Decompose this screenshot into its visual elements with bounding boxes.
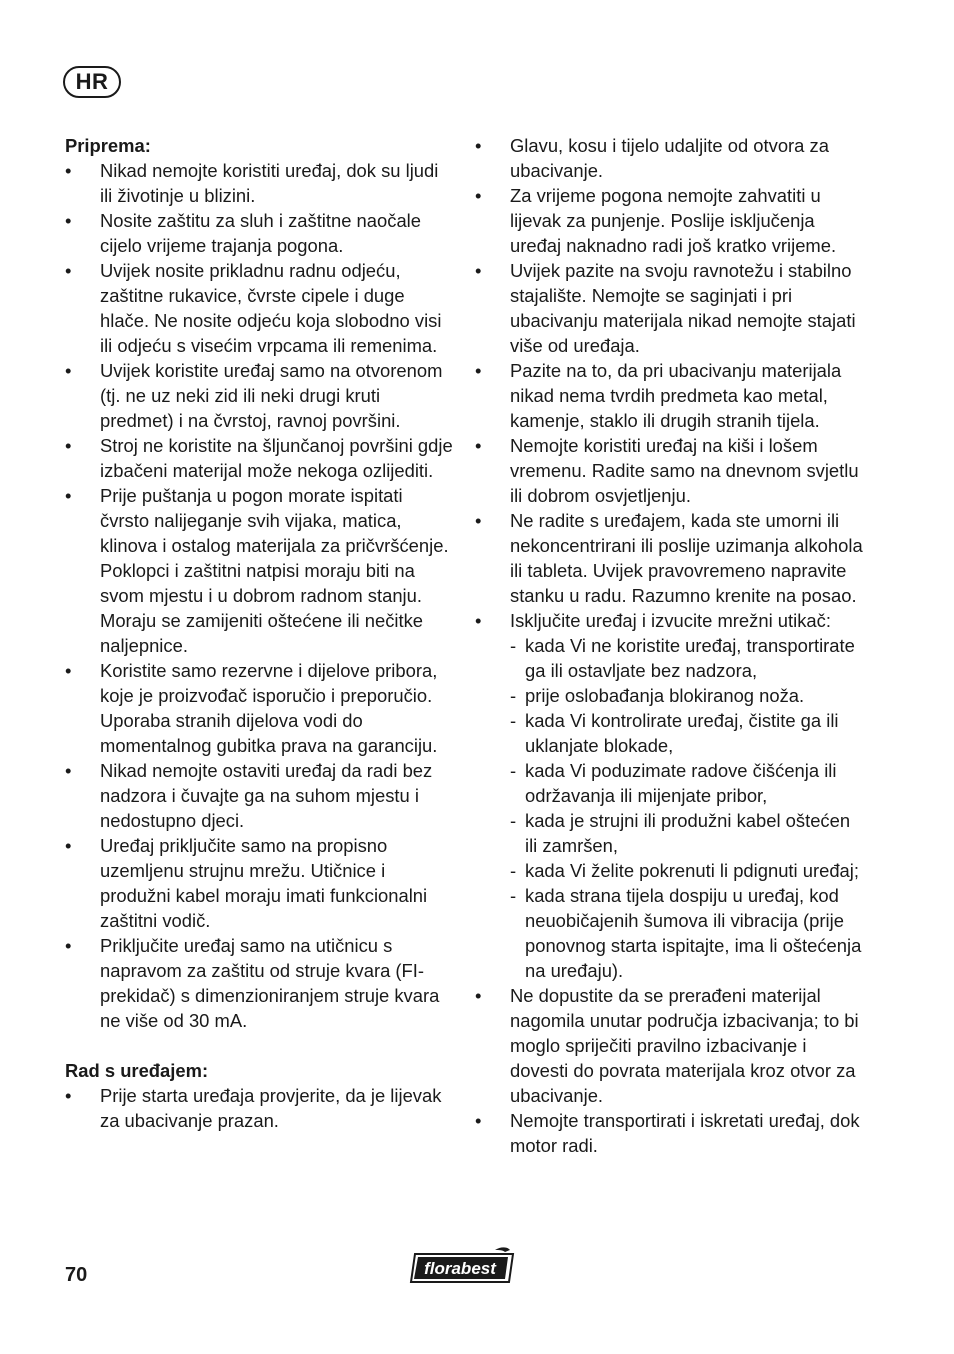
list-item: • Uvijek nosite prikladnu radnu odjeću, zaštitne rukavice, čvrste cipele i duge hlače. Ne nosite odjeću koja slobodno visi ili odjeću s visećim vrpcama ili remenima. (65, 258, 453, 358)
section-title-operation: Rad s uređajem: (65, 1060, 209, 1081)
list-item: • Nikad nemojte koristiti uređaj, dok su ljudi ili životinje u blizini. (65, 158, 453, 208)
operation-list (65, 1083, 453, 1133)
list-item: • Stroj ne koristite na šljunčanoj površini gdje izbačeni materijal može nekoga ozlijediti. (65, 433, 453, 483)
page-number: 70 (65, 1264, 88, 1286)
left-column (65, 133, 453, 1133)
list-item: • Uvijek pazite na svoju ravnotežu i stabilno stajalište. Nemojte se saginjati i pri ubacivanju materijala nikad nemojte stajati više od uređaja. (475, 258, 865, 358)
brand-logo-text: florabest (424, 1259, 496, 1278)
sub-list-item: - kada Vi kontrolirate uređaj, čistite ga ili uklanjate blokade, (510, 708, 865, 758)
list-item: • Koristite samo rezervne i dijelove pribora, koje je proizvođač isporučio i preporučio. Uporaba stranih dijelova vodi do momentalnog gubitka prava na garanciju. (65, 658, 453, 758)
sub-list-item: - kada Vi poduzimate radove čišćenja ili održavanja ili mijenjate pribor, (510, 758, 865, 808)
section-title-preparation: Priprema: (65, 135, 151, 156)
list-item: • Nosite zaštitu za sluh i zaštitne naočale cijelo vrijeme trajanja pogona. (65, 208, 453, 258)
list-item: • Ne radite s uređajem, kada ste umorni ili nekoncentrirani ili poslije uzimanja alkohola ili tableta. Uvijek pravovremeno napravite stanku u radu. Razumno krenite na posao. (475, 508, 865, 608)
list-item: • Za vrijeme pogona nemojte zahvatiti u lijevak za punjenje. Poslije isključenja uređaj naknadno radi još kratko vrijeme. (475, 183, 865, 258)
sub-list-item: - kada Vi ne koristite uređaj, transportirate ga ili ostavljate bez nadzora, (510, 633, 865, 683)
sub-list-item: - kada je strujni ili produžni kabel oštećen ili zamršen, (510, 808, 865, 858)
sub-list-item: - kada Vi želite pokrenuti li pdignuti uređaj; (510, 858, 865, 883)
list-item-unplug (475, 608, 865, 983)
unplug-intro: Isključite uređaj i izvucite mrežni utikač: (510, 610, 831, 631)
right-column (475, 133, 865, 1158)
language-badge: HR (63, 66, 121, 98)
list-item: • Pazite na to, da pri ubacivanju materijala nikad nema tvrdih predmeta kao metal, kamenje, staklo ili drugih stranih tijela. (475, 358, 865, 433)
list-item: • Priključite uređaj samo na utičnicu s napravom za zaštitu od struje kvara (FI-prekidač) s dimenzioniranjem struje kvara ne više od 30 mA. (65, 933, 453, 1033)
list-item: • Nemojte koristiti uređaj na kiši i lošem vremenu. Radite samo na dnevnom svjetlu ili dobrom osvjetljenju. (475, 433, 865, 508)
sub-list-item: - kada strana tijela dospiju u uređaj, kod neuobičajenih šumova ili vibracija (prije ponovnog starta ispitajte, ima li oštećenja na uređaju). (510, 883, 865, 983)
list-item: • Uvijek koristite uređaj samo na otvorenom (tj. ne uz neki zid ili neki drugi kruti predmet) i na čvrstoj, ravnoj površini. (65, 358, 453, 433)
florabest-logo (409, 1246, 515, 1286)
safety-list (475, 133, 865, 1158)
list-item: • Prije starta uređaja provjerite, da je lijevak za ubacivanje prazan. (65, 1083, 453, 1133)
list-item: • Ne dopustite da se prerađeni materijal nagomila unutar područja izbacivanja; to bi moglo spriječiti pravilno izbacivanje i dovesti do povrata materijala kroz otvor za ubacivanje. (475, 983, 865, 1108)
preparation-list (65, 158, 453, 1033)
list-item: • Nemojte transportirati i iskretati uređaj, dok motor radi. (475, 1108, 865, 1158)
list-item: • Prije puštanja u pogon morate ispitati čvrsto nalijeganje svih vijaka, matica, klinova i ostalog materijala za pričvršćenje. Poklopci i zaštitni natpisi moraju biti na svom mjestu i u dobrom radnom stanju. Moraju se zamijeniti oštećene ili nečitke naljepnice. (65, 483, 453, 658)
sub-list-item: - prije oslobađanja blokiranog noža. (510, 683, 865, 708)
list-item: • Uređaj priključite samo na propisno uzemljenu strujnu mrežu. Utičnice i produžni kabel moraju imati funkcionalni zaštitni vodič. (65, 833, 453, 933)
unplug-cases-list (510, 633, 865, 983)
list-item: • Glavu, kosu i tijelo udaljite od otvora za ubacivanje. (475, 133, 865, 183)
list-item: • Nikad nemojte ostaviti uređaj da radi bez nadzora i čuvajte ga na suhom mjestu i nedostupno djeci. (65, 758, 453, 833)
